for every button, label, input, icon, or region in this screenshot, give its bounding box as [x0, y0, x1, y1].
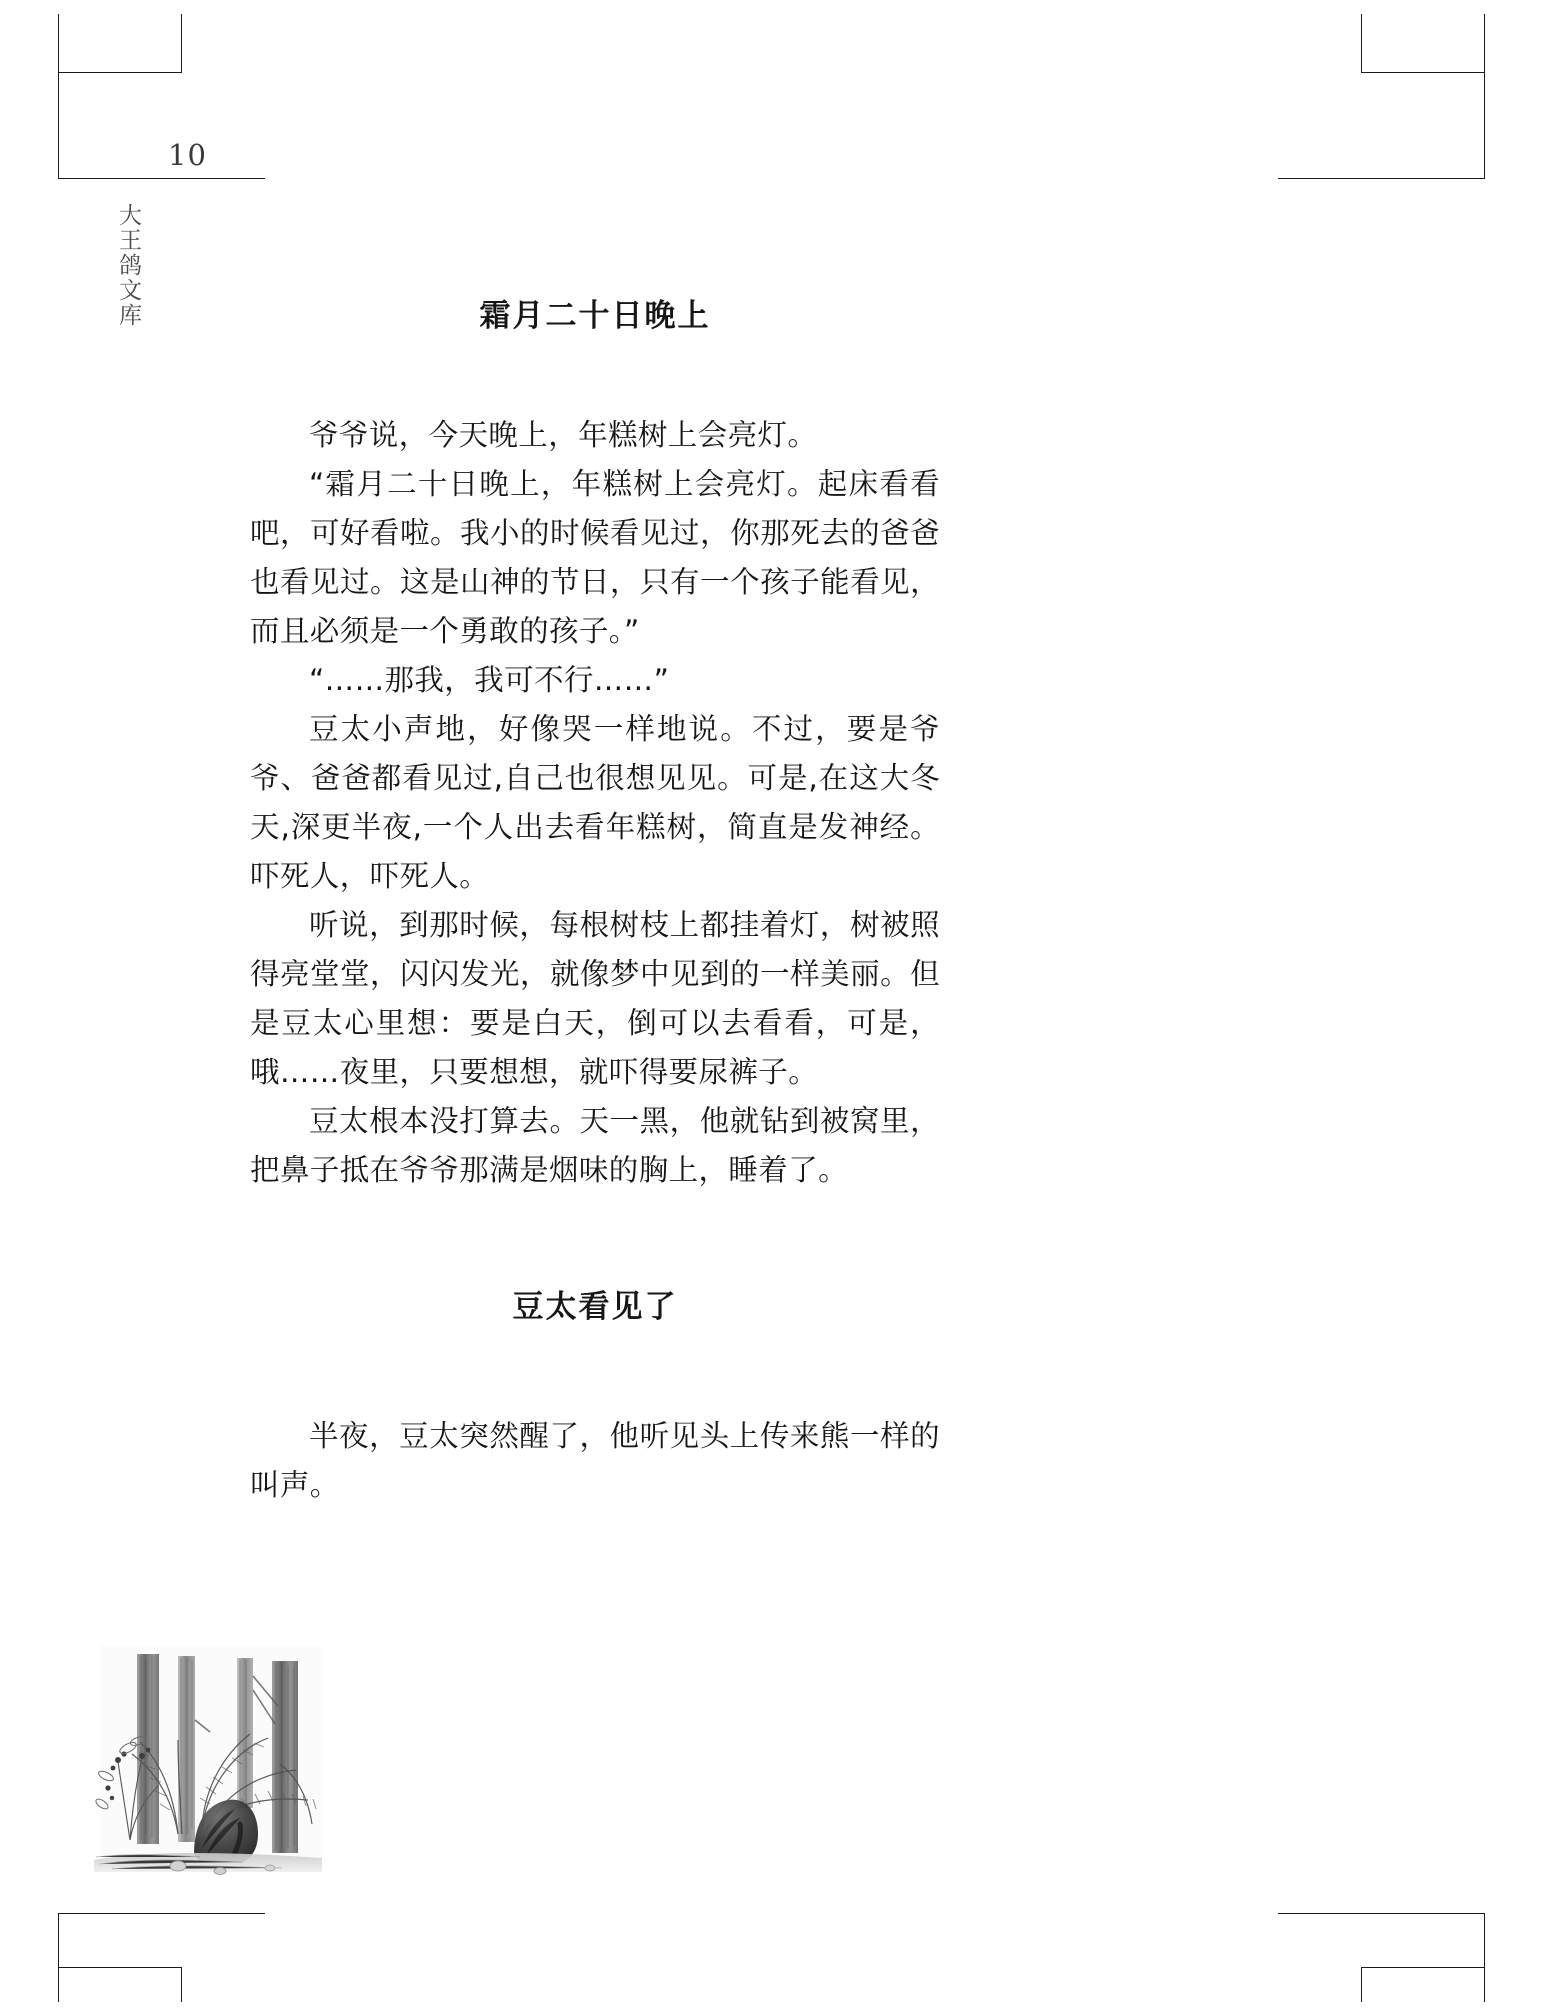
spacer: [250, 1195, 940, 1281]
text-block: [250, 290, 940, 1510]
forest-undergrowth-illustration: [82, 1628, 334, 1880]
paragraph: 豆太小声地，好像哭一样地说。不过，要是爷爷、爸爸都看见过,自己也很想见见。可是,在这大冬天,深更半夜,一个人出去看年糕树，简直是发神经。吓死人，吓死人。: [250, 712, 940, 893]
section-title-2: 豆太看见了: [512, 1289, 678, 1325]
crop-mark-bottom-right: [1305, 1892, 1525, 2002]
paragraph: 听说，到那时候，每根树枝上都挂着灯，树被照得亮堂堂，闪闪发光，就像梦中见到的一样美丽。但是豆太心里想：要是白天，倒可以去看看，可是，哦……夜里，只要想想，就吓得要尿裤子。: [250, 908, 940, 1089]
spacer: [250, 1326, 940, 1412]
paragraph: 爷爷说，今天晚上，年糕树上会亮灯。: [309, 418, 818, 452]
running-head: 大王鸽文库: [115, 203, 141, 328]
page-number: 10: [168, 138, 207, 172]
crop-mark-top-right: [1305, 14, 1525, 229]
spacer: [250, 335, 940, 411]
forest-floor: [94, 1853, 322, 1875]
crop-mark-bottom-left: [18, 1892, 238, 2002]
paragraph: “霜月二十日晚上，年糕树上会亮灯。起床看看吧，可好看啦。我小的时候看见过，你那死去的爸爸也看见过。这是山神的节日，只有一个孩子能看见，而且必须是一个勇敢的孩子。”: [250, 467, 940, 648]
paragraph: 半夜，豆太突然醒了，他听见头上传来熊一样的叫声。: [250, 1419, 940, 1502]
paragraph: “……那我，我可不行……”: [309, 663, 670, 697]
section-title-1: 霜月二十日晚上: [479, 298, 711, 334]
crop-mark-top-left: [18, 14, 238, 229]
paragraph: 豆太根本没打算去。天一黑，他就钻到被窝里，把鼻子抵在爷爷那满是烟味的胸上，睡着了。: [250, 1104, 940, 1187]
